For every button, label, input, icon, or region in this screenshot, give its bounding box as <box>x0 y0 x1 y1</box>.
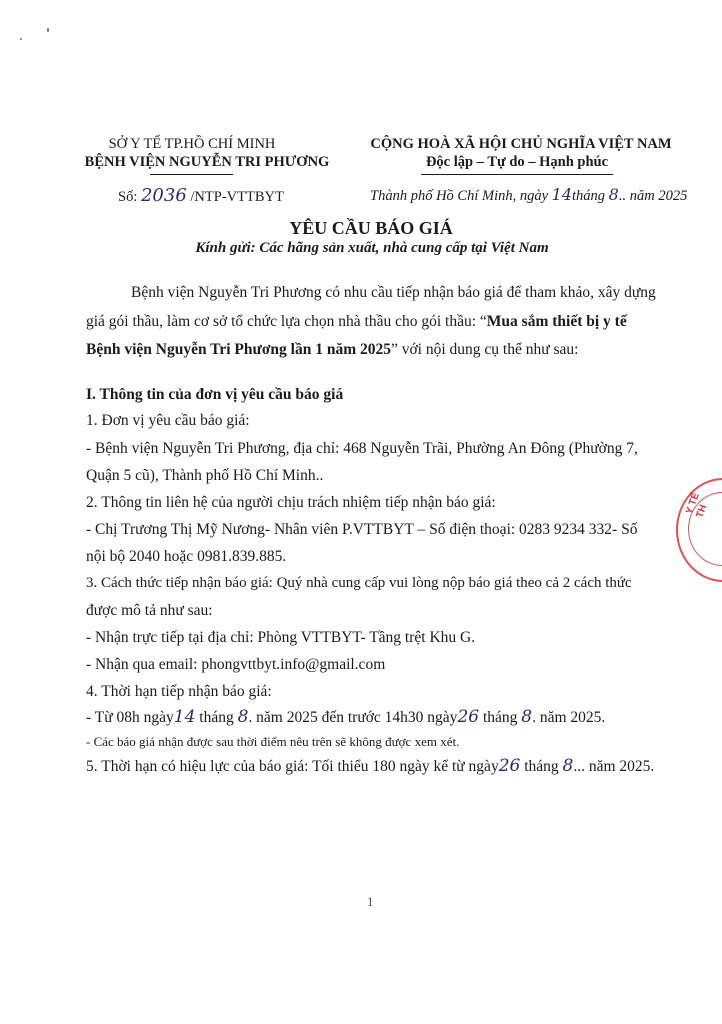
item-2-line-1: - Chị Trương Thị Mỹ Nương- Nhân viên P.VTTBYT – Số điện thoại: 0283 9234 332- Số <box>86 521 638 538</box>
document-number-handwritten: 2036 <box>140 185 187 206</box>
item-5-validity <box>86 756 654 776</box>
item-4-day1-handwritten: 14 <box>173 707 196 727</box>
official-stamp-text: Y TẾ TH <box>684 491 710 520</box>
package-name-part-1: Mua sắm thiết bị y tế <box>486 313 627 330</box>
item-2-title: 2. Thông tin liên hệ của người chịu trách nhiệm tiếp nhận báo giá: <box>86 494 496 511</box>
header-hospital-name: BỆNH VIỆN NGUYỄN TRI PHƯƠNG <box>84 154 330 170</box>
document-number-suffix: /NTP-VTTBYT <box>190 189 284 205</box>
greeting: Kính gửi: Các hãng sản xuất, nhà cung cấp tại Việt Nam <box>195 240 549 256</box>
document-date <box>370 185 687 205</box>
header-hospital-underline <box>150 174 233 175</box>
item-4-month-label-1: tháng <box>199 709 234 726</box>
intro-line-3-text: ” với nội dung cụ thể như sau: <box>390 341 579 358</box>
item-1-line-2: Quận 5 cũ), Thành phố Hồ Chí Minh.. <box>86 467 324 484</box>
item-4-month-label-2: tháng <box>482 709 518 726</box>
item-4-month1-handwritten: 8 <box>237 707 249 727</box>
item-5-day-handwritten: 26 <box>498 756 521 776</box>
item-4-until-text: . năm 2025 đến trước 14h30 ngày <box>248 709 458 726</box>
date-day-handwritten: 14 <box>551 185 573 204</box>
item-4-period <box>86 707 605 727</box>
document-number-label: Số: <box>118 189 138 205</box>
section-1-heading: I. Thông tin của đơn vị yêu cầu báo giá <box>86 386 344 403</box>
item-4-month2-handwritten: 8 <box>521 707 533 727</box>
document-number <box>118 185 284 206</box>
intro-line-1: Bệnh viện Nguyễn Tri Phương có nhu cầu tiếp nhận báo giá để tham khảo, xây dựng <box>131 284 656 301</box>
item-4-title: 4. Thời hạn tiếp nhận báo giá: <box>86 683 272 700</box>
item-3-line-2: được mô tả như sau: <box>86 602 213 619</box>
date-year: .. năm 2025 <box>618 188 688 204</box>
item-4-from-text: - Từ 08h ngày <box>86 709 174 726</box>
intro-line-2-text: giá gói thầu, làm cơ sở tổ chức lựa chọn nhà thầu cho gói thầu: “ <box>86 313 487 330</box>
scan-speck <box>20 38 22 40</box>
item-4-year-text: . năm 2025. <box>532 709 606 726</box>
header-motto: Độc lập – Tự do – Hạnh phúc <box>425 154 609 170</box>
page-number: 1 <box>367 894 374 909</box>
date-month-label: tháng <box>572 188 606 204</box>
item-5-month-handwritten: 8 <box>562 756 574 776</box>
date-prefix: Thành phố Hồ Chí Minh, ngày <box>370 188 549 204</box>
item-4-day2-handwritten: 26 <box>457 707 480 727</box>
item-5-text: 5. Thời hạn có hiệu lực của báo giá: Tối thiểu 180 ngày kể từ ngày <box>86 758 499 775</box>
intro-line-2 <box>86 313 627 331</box>
header-motto-underline <box>421 174 613 175</box>
date-month-handwritten: 8 <box>608 185 619 204</box>
header-department: SỞ Y TẾ TP.HỒ CHÍ MINH <box>108 136 276 152</box>
item-5-month-label: tháng <box>524 758 559 775</box>
header-country: CỘNG HOÀ XÃ HỘI CHỦ NGHĨA VIỆT NAM <box>370 136 672 152</box>
item-3-option-email: - Nhận qua email: phongvttbyt.info@gmail.com <box>86 656 386 673</box>
item-4-note: - Các báo giá nhận được sau thời điểm nêu trên sẽ không được xem xét. <box>86 734 460 749</box>
intro-line-3 <box>86 341 578 359</box>
item-1-title: 1. Đơn vị yêu cầu báo giá: <box>86 412 250 429</box>
item-3-option-direct: - Nhận trực tiếp tại địa chỉ: Phòng VTTBYT- Tầng trệt Khu G. <box>86 629 476 646</box>
package-name-part-2: Bệnh viện Nguyễn Tri Phương lần 1 năm 2025 <box>86 341 391 358</box>
item-1-line-1: - Bệnh viện Nguyễn Tri Phương, địa chỉ: 468 Nguyễn Trãi, Phường An Đông (Phường 7, <box>86 440 638 457</box>
item-3-line-1: 3. Cách thức tiếp nhận báo giá: Quý nhà cung cấp vui lòng nộp báo giá theo cả 2 cách thức <box>86 575 632 591</box>
scan-speck <box>47 28 49 32</box>
document-title: YÊU CẦU BÁO GIÁ <box>289 218 453 238</box>
item-5-year-text: ... năm 2025. <box>573 758 655 775</box>
item-2-line-2: nội bộ 2040 hoặc 0981.839.885. <box>86 548 287 565</box>
